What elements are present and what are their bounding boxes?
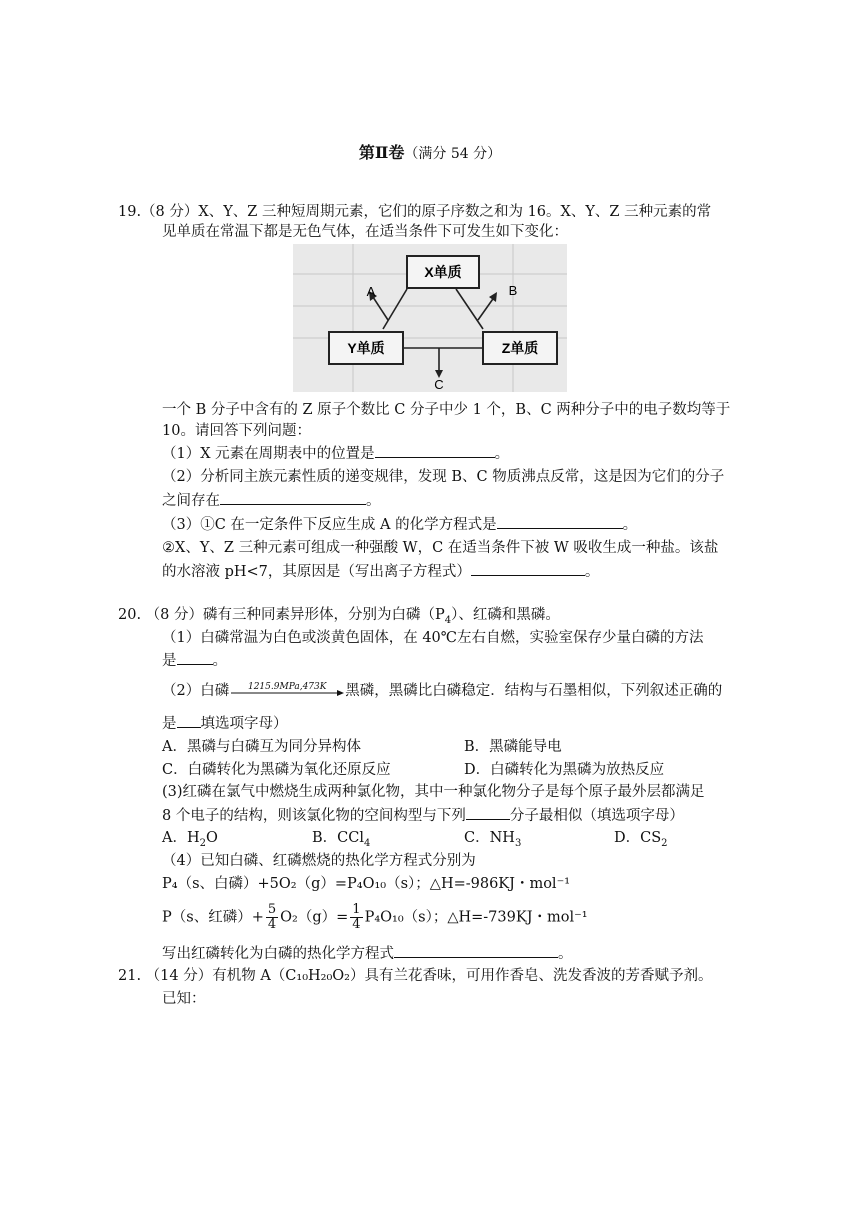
q19-part2b-text: 之间存在 [162,493,220,509]
q19-part1-text: （1）X 元素在周期表中的位置是 [162,446,375,462]
q19-part3a-end: 。 [622,517,638,533]
q20-part3a: (3)红磷在氯气中燃烧生成两种氯化物，其中一种氯化物分子是每个原子最外层都满足 [162,784,705,800]
answer-blank[interactable] [471,561,585,576]
right-arrow-icon [229,689,345,697]
answer-blank[interactable] [177,713,201,728]
q20-line1-end: ）、红磷和黑磷。 [451,607,560,623]
q20-part1b-text: 是 [162,653,177,669]
section-score-note: （满分 54 分） [404,146,502,162]
answer-blank[interactable] [394,943,558,958]
q20-part2b [162,713,288,734]
reaction-condition-arrow [229,681,345,701]
q20-part4b [162,943,573,964]
product-b-label: B [508,283,518,298]
q20-equation-2 [162,903,588,932]
q20-line1 [118,605,560,631]
section-title-text: 第Ⅱ卷 [358,143,405,162]
o3c-sub: 3 [514,837,522,849]
q19-part1-end: 。 [494,446,510,462]
answer-blank[interactable] [497,514,623,529]
fraction-five-quarters [266,903,278,932]
o3a-sub: 2 [199,837,206,849]
q20-part3b-text: 8 个电子的结构，则该氯化物的空间构型与下列 [162,808,466,824]
frac1-numerator: 5 [267,902,277,917]
o3d-sub: 2 [661,837,668,849]
q20-option-b: B．黑磷能导电 [464,739,562,755]
q21-line2: 已知： [162,991,206,1007]
q19-part2b [162,490,381,511]
q20-part1a: （1）白磷常温为白色或淡黄色固体，在 40℃左右自燃，实验室保存少量白磷的方法 [162,630,704,646]
q19-line2: 见单质在常温下都是无色气体，在适当条件下可发生如下变化： [162,224,568,240]
answer-blank[interactable] [220,490,366,505]
answer-blank[interactable] [375,443,495,458]
q19-part2b-end: 。 [366,493,381,509]
q21-line1: 21. （14 分）有机物 A（C₁₀H₂₀O₂）具有兰花香味，可用作香皂、洗发香波的芳香赋予剂。 [118,968,713,984]
q20-part4: （4）已知白磷、红磷燃烧的热化学方程式分别为 [162,853,476,869]
q19-part3a-text: （3）①C 在一定条件下反应生成 A 的化学方程式是 [162,517,497,533]
q20-part3b [162,805,684,826]
q20-part2-start: （2）白磷 [162,683,230,699]
q20-part3b-end: 分子最相似（填选项字母） [509,808,684,824]
q19-line3: 一个 B 分子中含有的 Z 原子个数比 C 分子中少 1 个，B、C 两种分子中的电子数均等于 [162,402,731,418]
o3b-sub: 4 [363,837,371,849]
q19-line4: 10。请回答下列问题： [162,423,311,439]
q20-part3-option-d [614,828,668,854]
product-a-label: A [366,284,376,299]
reaction-condition-text: 1215.9MPa,473K [247,682,327,692]
frac2-numerator: 1 [352,902,361,917]
answer-blank[interactable] [466,805,510,820]
y-element-label: Y单质 [347,340,385,356]
q20-part3-option-a [162,828,218,854]
o3a-end: O [206,830,218,846]
o3b-text: B．CCl [312,830,364,846]
q19-part3c [162,561,599,582]
q20-part3-option-b [312,828,370,854]
z-element-label: Z单质 [501,340,539,356]
eq2-part-c: P₄O₁₀（s）；△H=-739KJ・mol⁻¹ [364,909,588,926]
o3a-text: A．H [162,830,200,846]
q19-part2a: （2）分析同主族元素性质的递变规律，发现 B、C 物质沸点反常，这是因为它们的分子 [162,469,725,485]
q20-option-a: A．黑磷与白磷互为同分异构体 [162,739,361,755]
frac1-denominator: 4 [267,917,277,932]
q19-part3c-end: 。 [584,564,600,580]
answer-blank[interactable] [177,650,213,665]
q20-part2b-end: 填选项字母） [200,716,288,732]
q20-part4b-text: 写出红磷转化为白磷的热化学方程式 [162,946,394,962]
section-title [0,140,860,163]
q19-part3c-text: 的水溶液 pH<7，其原因是（写出离子方程式） [162,564,471,580]
q20-part2b-text: 是 [162,716,177,732]
fraction-one-quarter [350,903,362,932]
q20-option-d: D．白磷转化为黑磷为放热反应 [464,762,665,778]
q19-part3b: ②X、Y、Z 三种元素可组成一种强酸 W，C 在适当条件下被 W 吸收生成一种盐。该盐 [162,540,719,556]
o3d-text: D．CS [614,830,662,846]
q19-line1: 19.（8 分）X、Y、Z 三种短周期元素，它们的原子序数之和为 16。X、Y、Z 三种元素的常 [118,204,712,220]
q20-line1-text: 20. （8 分）磷有三种同素异形体，分别为白磷（P [118,607,445,623]
q20-part3-option-c [464,828,521,854]
product-c-label: C [434,377,444,392]
q20-option-c: C．白磷转化为黑磷为氧化还原反应 [162,762,391,778]
q20-equation-1: P₄（s、白磷）+5O₂（g）=P₄O₁₀（s）；△H=-986KJ・mol⁻¹ [162,876,571,892]
q20-line1-sub: 4 [444,614,452,626]
reaction-diagram [293,244,567,392]
o3c-text: C．NH [464,830,515,846]
q20-part2-end: 黑磷，黑磷比白磷稳定．结构与石墨相似，下列叙述正确的 [345,683,723,699]
q20-part4b-end: 。 [558,946,573,962]
q20-part2 [162,681,722,701]
eq2-part-a: P（s、红磷）+ [162,909,264,926]
eq2-part-b: O₂（g）= [280,909,349,926]
frac2-denominator: 4 [352,917,361,932]
q20-part1b-end: 。 [212,653,227,669]
q19-part3a [162,514,637,535]
q20-part1b [162,650,227,671]
x-element-label: X单质 [424,264,462,280]
q19-part1 [162,443,509,464]
